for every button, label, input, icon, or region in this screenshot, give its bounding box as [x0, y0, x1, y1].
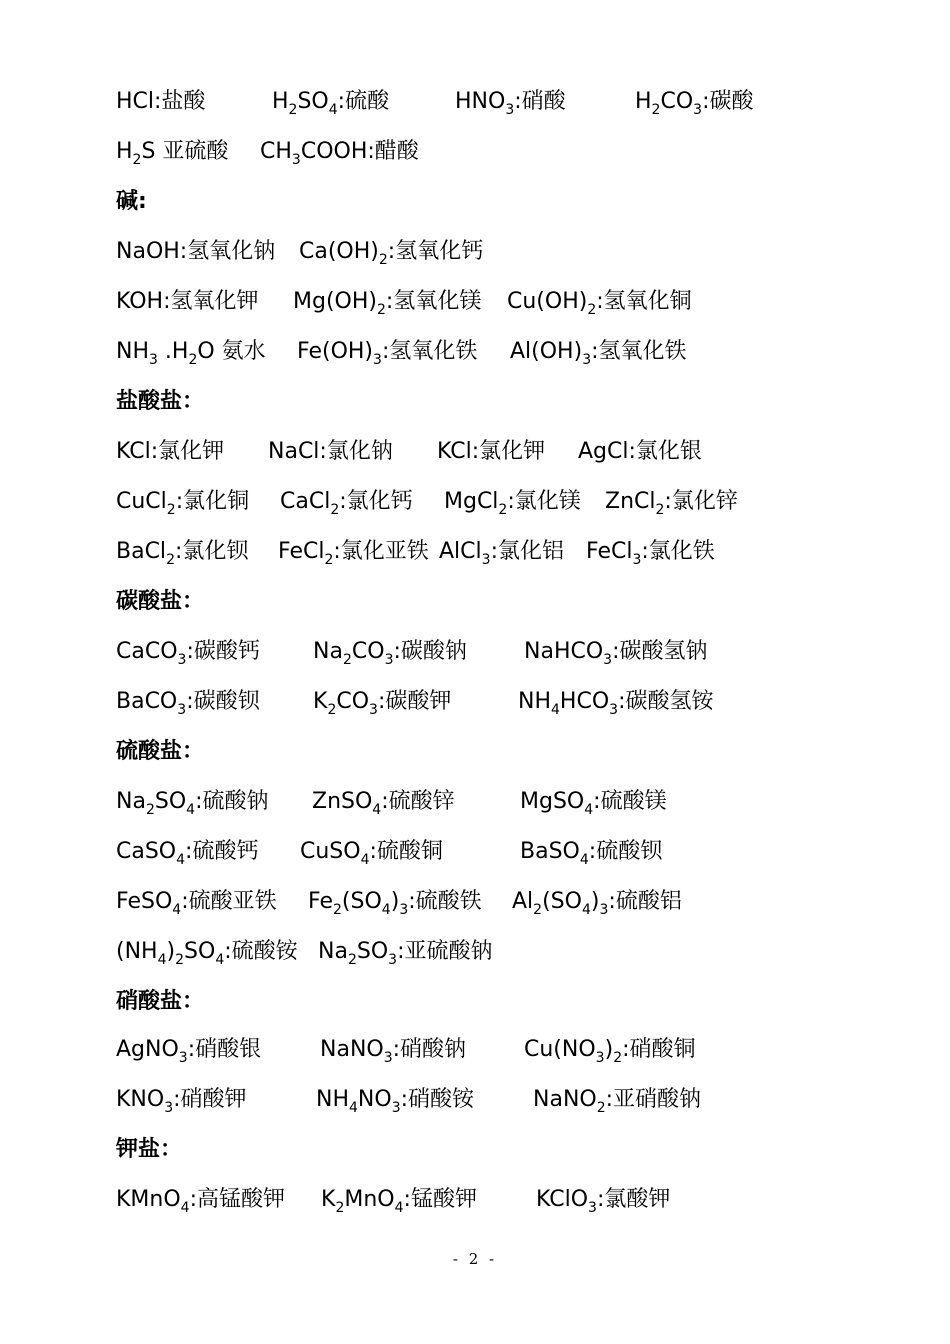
formula-text: :硫酸铵 — [224, 939, 298, 964]
formula-item — [260, 137, 419, 167]
formula-item — [455, 87, 566, 117]
subscript: 4 — [584, 802, 594, 818]
formula-line — [0, 287, 950, 337]
formula-text: :碳酸钾 — [377, 689, 452, 714]
formula-item — [116, 237, 275, 267]
formula-text: :硝酸钠 — [392, 1037, 467, 1062]
formula-item — [116, 837, 258, 867]
subscript: 2 — [651, 102, 661, 118]
formula-item — [308, 887, 482, 917]
formula-line — [0, 937, 950, 987]
formula-item — [318, 937, 493, 967]
formula-text: FeSO — [116, 889, 173, 914]
subscript: 3 — [603, 652, 613, 668]
formula-text: CaCl — [280, 489, 331, 514]
formula-item — [320, 1035, 466, 1065]
formula-text: .H — [157, 339, 189, 364]
formula-text: :硫酸锌 — [381, 789, 455, 814]
formula-text: ) — [390, 889, 400, 914]
formula-text: CaSO — [116, 839, 177, 864]
formula-text: AlCl — [439, 539, 482, 564]
formula-line — [0, 237, 950, 287]
subscript: 2 — [175, 952, 185, 968]
formula-item — [293, 287, 481, 317]
formula-line — [0, 487, 950, 537]
formula-text: :碳酸氢钠 — [612, 639, 708, 664]
formula-text: :硝酸 — [514, 89, 566, 114]
formula-text: KMnO — [116, 1187, 181, 1212]
subscript: 3 — [388, 952, 398, 968]
formula-text: ) — [590, 889, 600, 914]
subscript: 2 — [166, 552, 175, 568]
formula-text: SO — [184, 939, 216, 964]
formula-item — [116, 287, 259, 317]
formula-item — [116, 1085, 247, 1115]
subscript: 4 — [328, 102, 338, 118]
formula-text: ) — [604, 1037, 614, 1062]
subscript: 2 — [145, 802, 155, 818]
subscript: 2 — [655, 502, 665, 518]
formula-line — [0, 787, 950, 837]
formula-text: NH — [116, 339, 149, 364]
formula-item — [605, 487, 738, 517]
formula-line — [0, 137, 950, 187]
formula-item — [116, 437, 224, 467]
subscript: 3 — [588, 1200, 597, 1216]
formula-text: S 亚硫酸 — [141, 139, 229, 164]
formula-item — [116, 687, 260, 717]
formula-text: :氢氧化铜 — [596, 289, 692, 314]
formula-text: BaSO — [520, 839, 580, 864]
formula-line — [0, 637, 950, 687]
formula-line — [0, 837, 950, 887]
formula-text: :亚硝酸钠 — [605, 1087, 702, 1112]
formula-text: :硫酸钙 — [185, 839, 259, 864]
formula-text: AgCl:氯化银 — [578, 439, 702, 464]
formula-item — [520, 787, 667, 817]
formula-text: :氯化铝 — [490, 539, 564, 564]
subscript: 3 — [595, 1050, 605, 1066]
formula-text: CO — [336, 689, 370, 714]
formula-item — [116, 937, 298, 967]
formula-text: :氯化镁 — [507, 489, 581, 514]
subscript: 3 — [369, 702, 378, 718]
formula-text: (SO — [542, 889, 582, 914]
subscript: 3 — [609, 702, 619, 718]
formula-text: :高锰酸钾 — [189, 1187, 286, 1212]
formula-item — [518, 687, 714, 717]
formula-text: :硫酸镁 — [593, 789, 667, 814]
formula-item — [578, 437, 702, 467]
section-heading: 硝酸盐： — [116, 989, 205, 1014]
formula-item — [312, 787, 455, 817]
formula-text: :碳酸钡 — [186, 689, 260, 714]
formula-text: :亚硫酸钠 — [397, 939, 493, 964]
subscript: 2 — [378, 252, 388, 268]
formula-text: HCO — [559, 689, 610, 714]
formula-item — [280, 487, 413, 517]
formula-item — [316, 1085, 474, 1115]
formula-text: :硫酸钡 — [588, 839, 663, 864]
formula-text: FeCl — [278, 539, 325, 564]
formula-line — [0, 337, 950, 387]
subscript: 2 — [347, 952, 357, 968]
formula-text: :碳酸钙 — [186, 639, 260, 664]
formula-text: SO — [297, 89, 329, 114]
formula-text: BaCO — [116, 689, 178, 714]
formula-text: KCl:氯化钾 — [437, 439, 546, 464]
formula-text: SO — [356, 939, 389, 964]
formula-text: :氢氧化铁 — [381, 339, 478, 364]
formula-text: CaCO — [116, 639, 178, 664]
subscript: 2 — [132, 152, 142, 168]
formula-item — [300, 837, 443, 867]
subscript: 2 — [324, 552, 334, 568]
formula-text: CuSO — [300, 839, 361, 864]
subscript: 4 — [381, 902, 391, 918]
subscript: 4 — [172, 902, 182, 918]
formula-item — [586, 537, 715, 567]
formula-item — [116, 337, 266, 367]
subscript: 3 — [383, 1050, 393, 1066]
formula-text: CuCl — [116, 489, 167, 514]
subscript: 2 — [288, 102, 298, 118]
subscript: 2 — [188, 352, 198, 368]
subscript: 2 — [335, 1200, 345, 1216]
formula-text: :氯化锌 — [664, 489, 738, 514]
formula-text: Fe — [308, 889, 333, 914]
formula-text: Al — [512, 889, 534, 914]
subscript: 2 — [333, 902, 342, 918]
formula-item — [313, 637, 467, 667]
formula-text: CO — [660, 89, 694, 114]
formula-text: NH — [316, 1087, 349, 1112]
subscript: 3 — [291, 152, 301, 168]
subscript: 4 — [186, 802, 196, 818]
subscript: 3 — [391, 1100, 401, 1116]
formula-item — [510, 337, 687, 367]
formula-text: NaNO — [320, 1037, 384, 1062]
formula-text: :硝酸铵 — [400, 1087, 475, 1112]
formula-text: ZnSO — [312, 789, 373, 814]
subscript: 4 — [180, 1200, 190, 1216]
formula-text: :氢氧化钙 — [387, 239, 484, 264]
page-number: - 2 - — [452, 1250, 498, 1268]
formula-text: :硝酸钾 — [173, 1087, 247, 1112]
formula-text: NaNO — [533, 1087, 597, 1112]
formula-text: MgSO — [520, 789, 585, 814]
subscript: 4 — [157, 952, 167, 968]
formula-text: KOH:氢氧化钾 — [116, 289, 259, 314]
formula-text: (NH — [116, 939, 158, 964]
formula-text: K — [321, 1187, 336, 1212]
formula-text: Na — [313, 639, 343, 664]
formula-text: :氯化铁 — [641, 539, 715, 564]
formula-text: Ca(OH) — [299, 239, 379, 264]
formula-text: MnO — [344, 1187, 395, 1212]
formula-text: :氯化钙 — [339, 489, 413, 514]
formula-text: MgCl — [444, 489, 499, 514]
formula-line — [0, 1185, 950, 1235]
formula-text: :硫酸亚铁 — [181, 889, 277, 914]
formula-text: AgNO — [116, 1037, 179, 1062]
formula-text: ZnCl — [605, 489, 656, 514]
subscript: 4 — [360, 852, 370, 868]
subscript: 2 — [327, 702, 337, 718]
formula-text: CO — [351, 639, 385, 664]
formula-item — [321, 1185, 477, 1215]
formula-text: NaHCO — [524, 639, 604, 664]
subscript: 4 — [581, 902, 591, 918]
formula-item — [439, 537, 564, 567]
formula-text: Fe(OH) — [297, 339, 374, 364]
formula-text: :硫酸钠 — [195, 789, 269, 814]
subscript: 2 — [596, 1100, 606, 1116]
formula-text: Al(OH) — [510, 339, 583, 364]
formula-item — [116, 87, 205, 117]
formula-text: :氯化亚铁 — [333, 539, 429, 564]
formula-item — [520, 837, 662, 867]
formula-text: :氢氧化铁 — [591, 339, 687, 364]
section-heading: 盐酸盐： — [116, 389, 205, 414]
subscript: 3 — [505, 102, 515, 118]
formula-text: COOH:醋酸 — [300, 139, 419, 164]
subscript: 3 — [177, 652, 187, 668]
section-heading: 碳酸盐： — [116, 589, 205, 614]
subscript: 2 — [342, 652, 352, 668]
formula-text: H — [272, 89, 289, 114]
formula-line — [0, 887, 950, 937]
formula-text: :锰酸钾 — [403, 1187, 477, 1212]
formula-text: ) — [166, 939, 176, 964]
formula-item — [272, 87, 389, 117]
subscript: 3 — [373, 352, 382, 368]
section-heading: 钾盐： — [116, 1137, 183, 1162]
subscript: 3 — [384, 652, 394, 668]
section-heading: 硫酸盐： — [116, 739, 205, 764]
formula-text: Cu(OH) — [507, 289, 588, 314]
formula-text: :碳酸氢铵 — [618, 689, 714, 714]
subscript: 3 — [149, 352, 158, 368]
formula-text: KNO — [116, 1087, 165, 1112]
formula-text: :硫酸铝 — [608, 889, 682, 914]
formula-text: :氢氧化镁 — [385, 289, 482, 314]
subscript: 3 — [481, 552, 491, 568]
formula-line — [0, 687, 950, 737]
formula-text: :碳酸 — [702, 89, 754, 114]
subscript: 2 — [166, 502, 176, 518]
formula-item — [533, 1085, 701, 1115]
subscript: 2 — [587, 302, 597, 318]
formula-item — [507, 287, 692, 317]
subscript: 4 — [394, 1200, 404, 1216]
subscript: 2 — [533, 902, 543, 918]
formula-text: NaCl:氯化钠 — [268, 439, 393, 464]
subscript: 4 — [215, 952, 225, 968]
subscript: 2 — [376, 302, 386, 318]
subscript: 4 — [349, 1100, 358, 1116]
subscript: 3 — [632, 552, 642, 568]
formula-line — [0, 537, 950, 587]
formula-text: KCl:氯化钾 — [116, 439, 225, 464]
formula-text: BaCl — [116, 539, 167, 564]
formula-text: :硫酸铜 — [369, 839, 443, 864]
formula-text: HCl:盐酸 — [116, 89, 206, 114]
formula-item — [116, 637, 260, 667]
formula-line — [0, 87, 950, 137]
formula-item — [299, 237, 483, 267]
formula-text: Cu(NO — [524, 1037, 596, 1062]
subscript: 4 — [176, 852, 186, 868]
formula-line — [0, 437, 950, 487]
formula-text: H — [635, 89, 652, 114]
formula-text: Na — [318, 939, 348, 964]
formula-line — [0, 1085, 950, 1135]
subscript: 4 — [579, 852, 589, 868]
subscript: 3 — [399, 902, 409, 918]
formula-text: Na — [116, 789, 146, 814]
formula-text: K — [313, 689, 328, 714]
formula-text: CH — [260, 139, 292, 164]
formula-text: :氯化钡 — [174, 539, 249, 564]
formula-line — [0, 1035, 950, 1085]
formula-text: (SO — [341, 889, 382, 914]
formula-text: :硫酸铁 — [408, 889, 482, 914]
formula-item — [524, 1035, 696, 1065]
subscript: 3 — [599, 902, 609, 918]
formula-text: :碳酸钠 — [393, 639, 467, 664]
formula-text: Mg(OH) — [293, 289, 377, 314]
subscript: 4 — [372, 802, 382, 818]
subscript: 3 — [582, 352, 592, 368]
formula-item — [437, 437, 545, 467]
formula-item — [524, 637, 708, 667]
subscript: 3 — [178, 1050, 188, 1066]
subscript: 3 — [164, 1100, 174, 1116]
formula-text: :硝酸银 — [187, 1037, 262, 1062]
subscript: 2 — [498, 502, 508, 518]
formula-text: :硝酸铜 — [622, 1037, 696, 1062]
formula-item — [116, 887, 277, 917]
formula-text: H — [116, 139, 133, 164]
subscript: 3 — [177, 702, 187, 718]
formula-text: HNO — [455, 89, 506, 114]
section-heading: 碱: — [116, 189, 147, 214]
formula-item — [297, 337, 477, 367]
formula-text: NH — [518, 689, 551, 714]
formula-item — [116, 1035, 261, 1065]
formula-item — [116, 787, 269, 817]
formula-text: :硫酸 — [337, 89, 390, 114]
subscript: 2 — [330, 502, 340, 518]
formula-text: :氯化铜 — [175, 489, 250, 514]
subscript: 4 — [551, 702, 560, 718]
formula-text: O 氨水 — [197, 339, 266, 364]
formula-text: SO — [154, 789, 187, 814]
formula-item — [512, 887, 682, 917]
formula-text: KClO — [536, 1187, 589, 1212]
formula-text: FeCl — [586, 539, 633, 564]
formula-item — [268, 437, 393, 467]
formula-item — [313, 687, 451, 717]
formula-item — [116, 487, 249, 517]
formula-item — [278, 537, 429, 567]
formula-item — [635, 87, 754, 117]
formula-item — [444, 487, 581, 517]
formula-item — [116, 1185, 285, 1215]
formula-text: :氯酸钾 — [596, 1187, 671, 1212]
formula-text: NaOH:氢氧化钠 — [116, 239, 276, 264]
subscript: 3 — [693, 102, 703, 118]
formula-text: NO — [357, 1087, 392, 1112]
formula-item — [116, 537, 248, 567]
subscript: 2 — [613, 1050, 623, 1066]
formula-item — [116, 137, 228, 167]
formula-item — [536, 1185, 670, 1215]
